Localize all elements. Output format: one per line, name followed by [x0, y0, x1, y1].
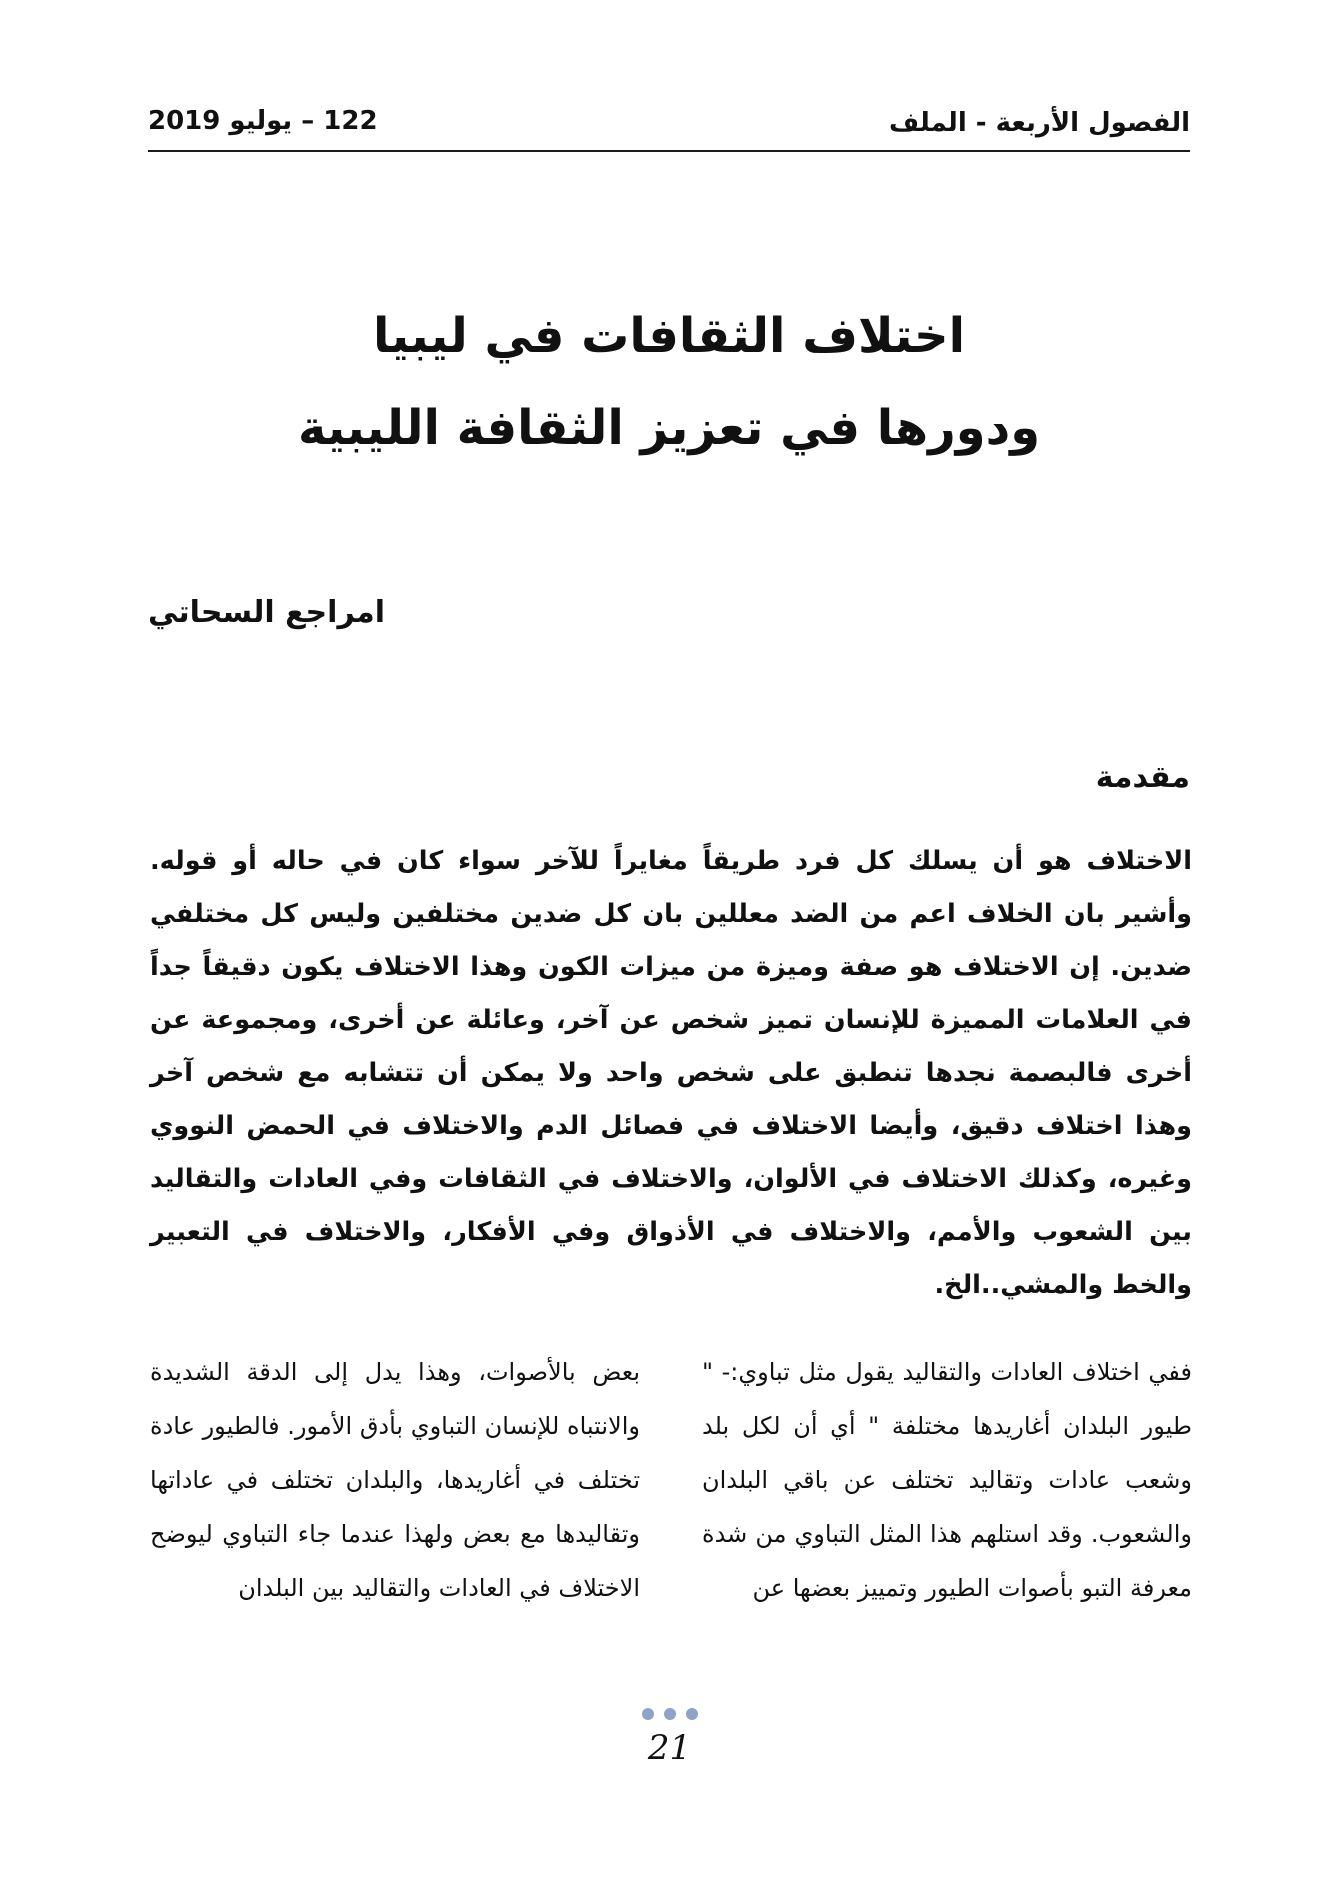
publication-title: الفصول الأربعة - الملف	[889, 108, 1190, 138]
intro-paragraph: الاختلاف هو أن يسلك كل فرد طريقاً مغايراً للآخر سواء كان في حاله أو قوله. وأشير بان الخلاف اعم من الضد معللين بان كل ضدين مختلفين وليس كل مختلفي ضدين. إن الاختلاف هو صفة وميزة من ميزات الكون وهذا الاختلاف يكون دقيقاً جداً في العلامات المميزة للإنسان تميز شخص عن آخر، وعائلة عن أخرى، ومجموعة عن أخرى فالبصمة نجدها تنطبق على شخص واحد ولا يمكن أن تتشابه مع شخص آخر وهذا اختلاف دقيق، وأيضا الاختلاف في فصائل الدم والاختلاف في الحمض النووي وغيره، وكذلك الاختلاف في الألوان، والاختلاف في الثقافات وفي العادات والتقاليد بين الشعوب والأمم، والاختلاف في الأذواق وفي الأفكار، والاختلاف في التعبير والخط والمشي..الخ.	[150, 846, 1192, 1300]
body-column-left: بعض بالأصوات، وهذا يدل إلى الدقة الشديدة والانتباه للإنسان التباوي بأدق الأمور. فالطيور عادة تختلف في أغاريدها، والبلدان تختلف في عاداتها وتقاليدها مع بعض ولهذا عندما جاء التباوي ليوضح الاختلاف في العادات والتقاليد بين البلدان	[150, 1358, 640, 1602]
section-heading: مقدمة	[1095, 760, 1190, 795]
ornament-dot	[642, 1708, 654, 1720]
ornament-dot	[664, 1708, 676, 1720]
ornament-dot	[686, 1708, 698, 1720]
footer-dots-ornament	[642, 1708, 698, 1720]
title-line-2: ودورها في تعزيز الثقافة الليبية	[297, 400, 1041, 456]
running-header	[148, 100, 1190, 152]
author-name: امراجع السحاتي	[148, 595, 385, 630]
body-column-right: ففي اختلاف العادات والتقاليد يقول مثل تباوي:- " طيور البلدان أغاريدها مختلفة " أي أن لكل بلد وشعب عادات وتقاليد تختلف عن باقي البلدان والشعوب. وقد استلهم هذا المثل التباوي من شدة معرفة التبو بأصوات الطيور وتمييز بعضها عن	[702, 1358, 1192, 1602]
issue-info: 122 – يوليو 2019	[148, 106, 378, 136]
page-number: 21	[647, 1728, 692, 1768]
title-line-1: اختلاف الثقافات في ليبيا	[372, 308, 966, 364]
page-footer	[0, 1705, 1339, 1768]
article-title	[148, 290, 1190, 474]
